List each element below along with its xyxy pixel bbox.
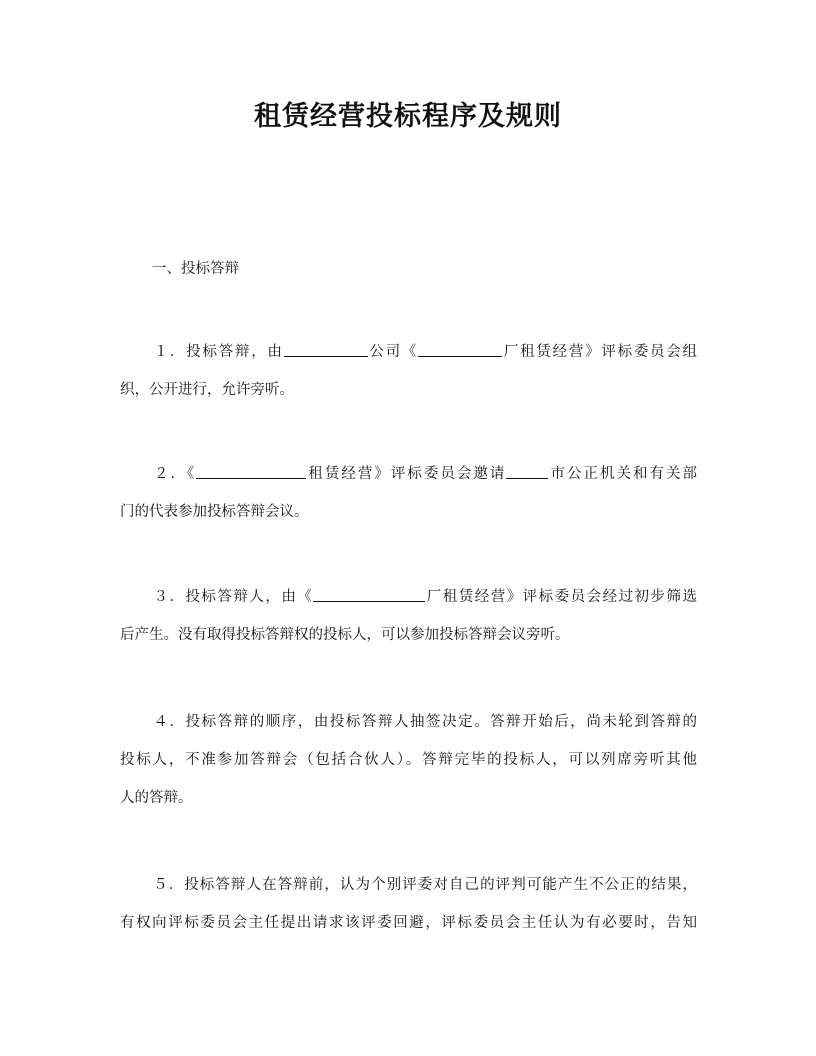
section-heading: 一、投标答辩 (152, 261, 239, 277)
paragraph-4 (120, 703, 697, 817)
paragraph-3-line-2: 后产生。没有取得投标答辩权的投标人，可以参加投标答辩会议旁听。 (120, 627, 570, 643)
paragraph-2 (120, 455, 697, 531)
paragraph-2-line-1 (120, 455, 697, 493)
paragraph-text: 租赁经营》评标委员会邀请 (306, 466, 507, 482)
paragraph-number: ３． (152, 589, 186, 605)
paragraph-text: 《 (187, 466, 197, 482)
paragraph-text: 投标答辩的顺序，由投标答辩人抽签决定。答辩开始后，尚未轮到答辩的 (185, 714, 698, 730)
paragraph-text: 投标答辩人在答辩前，认为个别评委对自己的评判可能产生不公正的结果， (184, 877, 698, 893)
paragraph-3-line-1 (120, 578, 697, 616)
fill-in-blank (284, 342, 368, 357)
paragraph-number: ４． (152, 714, 186, 730)
paragraph-text: 投标答辩人，由《 (185, 589, 314, 605)
paragraph-1 (120, 333, 697, 409)
paragraph-5-line-2: 有权向评标委员会主任提出请求该评委回避，评标委员会主任认为有必要时，告知 (120, 915, 697, 931)
paragraph-4-line-2: 投标人，不准参加答辩会（包括合伙人）。答辩完毕的投标人，可以列席旁听其他 (120, 752, 697, 768)
fill-in-blank (418, 342, 502, 357)
paragraph-text: 厂租赁经营》评标委员会组 (502, 344, 698, 360)
fill-in-blank (196, 464, 306, 479)
paragraph-3 (120, 578, 697, 654)
paragraph-5 (120, 866, 697, 942)
paragraph-1-line-2: 织，公开进行，允许旁听。 (120, 382, 294, 398)
fill-in-blank (313, 587, 425, 602)
paragraph-text: 厂租赁经营》评标委员会经过初步筛选 (425, 589, 698, 605)
paragraph-text: 公司《 (367, 344, 419, 360)
paragraph-number: ２． (152, 466, 188, 482)
paragraph-text: 投标答辩，由 (186, 344, 284, 360)
paragraph-number: ５． (152, 877, 185, 893)
fill-in-blank (506, 464, 548, 479)
paragraph-number: １． (152, 344, 187, 360)
paragraph-text: 市公正机关和有关部 (548, 466, 698, 482)
paragraph-4-line-3: 人的答辩。 (120, 790, 193, 806)
paragraph-2-line-2: 门的代表参加投标答辩会议。 (120, 504, 309, 520)
paragraph-1-line-1 (120, 333, 697, 371)
paragraph-4-line-1 (120, 703, 697, 741)
paragraph-5-line-1 (120, 866, 697, 904)
document-title: 租赁经营投标程序及规则 (254, 101, 562, 132)
